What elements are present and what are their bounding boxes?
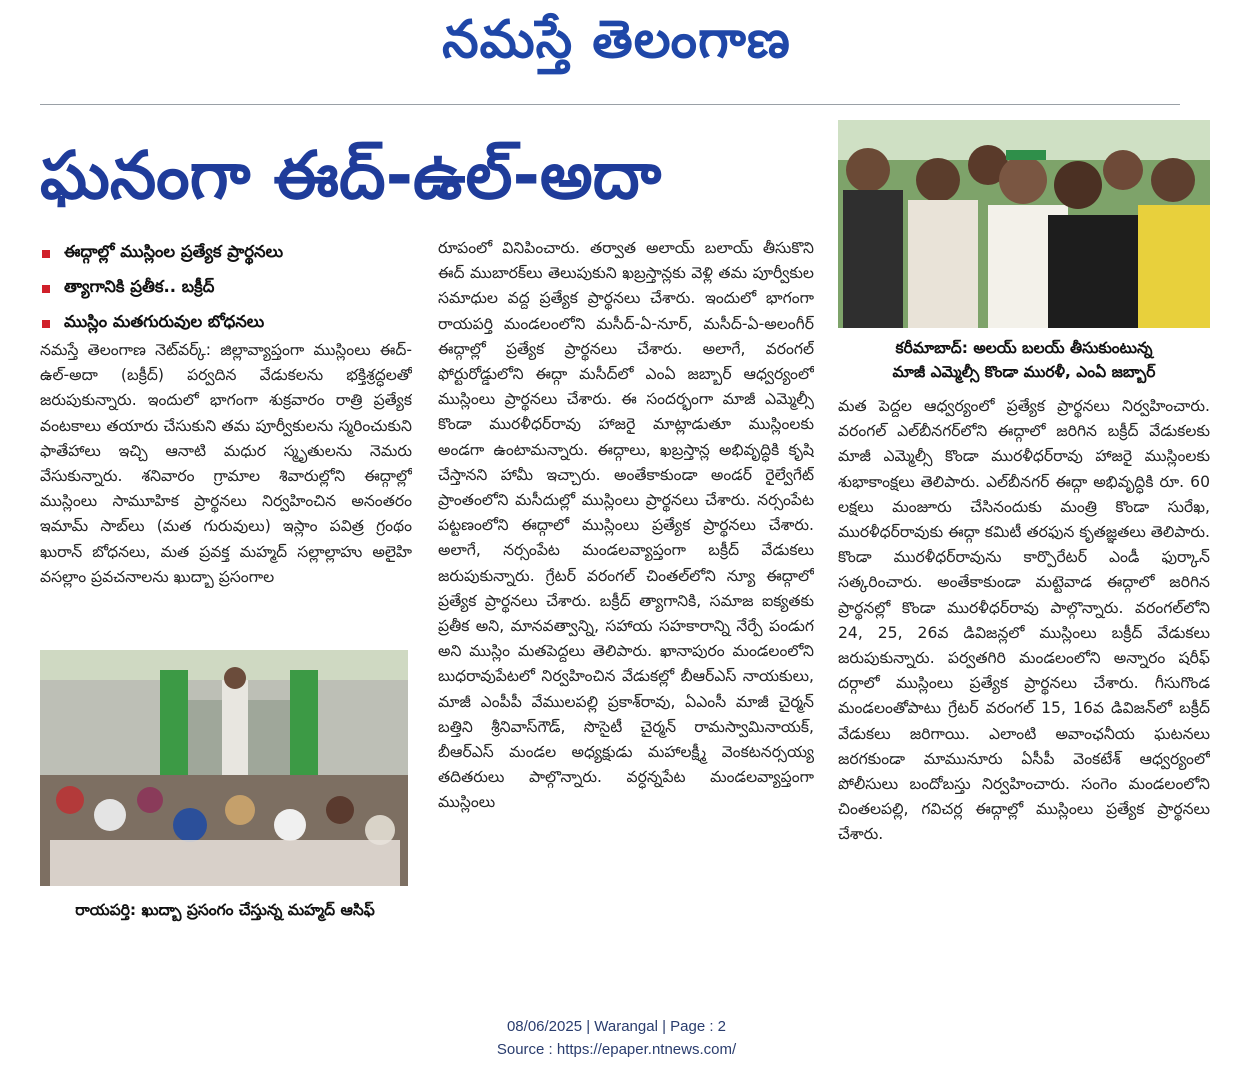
- bullet-square-icon: [42, 320, 50, 328]
- photo-alai-balai: [838, 120, 1210, 328]
- subheading-item: [40, 271, 430, 306]
- photo-khutba-sermon: [40, 650, 408, 886]
- subheadings: [40, 236, 430, 341]
- subheading-text: ఈద్గాల్లో ముస్లింల ప్రత్యేక ప్రార్థనలు: [64, 242, 284, 261]
- bullet-square-icon: [42, 285, 50, 293]
- subheading-text: ముస్లిం మతగురువుల బోధనలు: [64, 312, 265, 331]
- article-column-3: మత పెద్దల ఆధ్వర్యంలో ప్రత్యేక ప్రార్థనలు నిర్వహించారు. వరంగల్ ఎల్‌బీనగర్‌లోని ఈద్గాలో జరిగిన బక్రీద్ వేడుకలకు మాజీ ఎమ్మెల్సీ కొండా మురళీధర్‌రావు హాజరై ముస్లింలకు శుభాకాంక్షలు తెలిపారు. ఎల్‌బీనగర్ ఈద్గా అభివృద్ధికి రూ. 60 లక్షలు మంజూరు చేసినందుకు మంత్రి కొండా సురేఖ, మురళీధర్‌రావుకు ఈద్గా కమిటీ తరఫున కృతజ్ఞతలు తెలిపారు. కొండా మురళీధర్‌రావును కార్పొరేటర్ ఎండీ ఫుర్కాన్ సత్కరించారు. అంతేకాకుండా మట్టెవాడ ఈద్గాలో జరిగిన ప్రార్థనల్లో కొండా మురళీధర్‌రావు పాల్గొన్నారు. వరంగల్‌లోని 24, 25, 26వ డివిజన్లలో ముస్లింలు బక్రీద్ వేడుకలు జరుపుకున్నారు. పర్వతగిరి మండలంలోని అన్నారం షరీఫ్ దర్గాలో ముస్లింలు ప్రత్యేక ప్రార్థనలు చేశారు. గీసుగొండ మండలంతోపాటు గ్రేటర్ వరంగల్ 15, 16వ డివిజన్‌లో బక్రీద్ వేడుకలు జరిగాయి. ఎలాంటి అవాంఛనీయ ఘటనలు జరగకుండా మామునూరు ఏసీపీ వెంకటేశ్ ఆధ్వర్యంలో పోలీసులు బందోబస్తు నిర్వహించారు. సంగెం మండలంలోని చింతలపల్లి, గవిచర్ల ఈద్గాల్లో ముస్లింలు ప్రత్యేక ప్రార్థనలు చేశారు.: [838, 397, 1210, 844]
- caption-line-2: మాజీ ఎమ్మెల్సీ కొండా మురళీ, ఎంఏ జబ్బార్: [892, 363, 1156, 381]
- photo-caption-2: [838, 336, 1210, 384]
- footer: [0, 1015, 1233, 1061]
- caption-line-1: కరీమాబాద్: అలయ్ బలయ్ తీసుకుంటున్న: [895, 339, 1153, 357]
- footer-source-link[interactable]: Source : https://epaper.ntnews.com/: [496, 1041, 737, 1058]
- article-column-2: రూపంలో వినిపించారు. తర్వాత అలాయ్ బలాయ్ తీసుకొని ఈద్ ముబారక్‌లు తెలుపుకుని ఖబ్రస్తాన్లకు వెళ్లి తమ పూర్వీకుల సమాధుల వద్ద ప్రత్యేక ప్రార్థనలు చేశారు. ఇందులో భాగంగా రాయపర్తి మండలంలోని మసీద్-ఏ-నూర్, మసీద్-ఏ-అలంగీర్ ఈద్గాల్లో ప్రత్యేక ప్రార్థనలు చేశారు. అలాగే, వరంగల్ ఫోర్టురోడ్డులోని ఈద్గా మసీద్‌లో ఎంఏ జబ్బార్ ఆధ్వర్యంలో ముస్లింలు ప్రార్థనలు చేశారు. ఈ సందర్భంగా మాజీ ఎమ్మెల్సీ కొండా మురళీధర్‌రావు హాజరై మాట్లాడుతూ ముస్లింలకు అండగా ఉంటామన్నారు. ఈద్గాలు, ఖబ్రస్తాన్ల అభివృద్ధికి కృషి చేస్తానని హామీ ఇచ్చారు. అంతేకాకుండా అండర్ రైల్వేగేట్ ప్రాంతంలోని మసీదుల్లో ముస్లింలు ప్రార్థనలు చేశారు. నర్సంపేట పట్టణంలోని ఈద్గాలో ముస్లింలు ప్రత్యేక ప్రార్థనలు చేశారు. అలాగే, నర్సంపేట మండలవ్యాప్తంగా బక్రీద్ వేడుకలు జరుపుకున్నారు. గ్రేటర్ వరంగల్ చింతల్‌లోని న్యూ ఈద్గాలో ప్రత్యేక ప్రార్థనలు చేశారు. బక్రీద్ త్యాగానికి, సమాజ ఐక్యతకు ప్రతీక అని, మానవత్వాన్ని, సహాయ సహకారాన్ని నేర్పే పండుగ అని ముస్లిం మతపెద్దలు తెలిపారు. ఖానాపురం మండలంలోని బుధరావుపేటలో నిర్వహించిన వేడుకల్లో బీఆర్‌ఎస్ నాయకులు, మాజీ ఎంపీపీ వేములపల్లి ప్రకాశ్‌రావు, ఏఎంసీ మాజీ చైర్మన్ బత్తిని శ్రీనివాస్‌గౌడ్, సొసైటీ చైర్మన్ రామస్వామినాయక్, బీఆర్‌ఎస్ మండల అధ్యక్షుడు మహాలక్ష్మీ వెంకటనర్సయ్య తదితరులు పాల్గొన్నారు. వర్ధన్నపేట మండలవ్యాప్తంగా ముస్లింలు: [438, 239, 814, 812]
- masthead: [0, 0, 1233, 80]
- bullet-square-icon: [42, 250, 50, 258]
- headline: ఘనంగా ఈద్-ఉల్-అదా: [40, 137, 662, 214]
- subheading-text: త్యాగానికి ప్రతీక.. బక్రీద్: [64, 277, 215, 296]
- masthead-divider: [40, 104, 1180, 105]
- newspaper-title: నమస్తే తెలంగాణ: [442, 10, 791, 70]
- photo-khutba-illustration: [40, 650, 408, 886]
- photo-crowd-illustration: [838, 120, 1210, 328]
- subheading-item: [40, 306, 430, 341]
- footer-edition-info: 08/06/2025 | Warangal | Page : 2: [506, 1018, 727, 1035]
- photo-caption-1: రాయపర్తి: ఖుద్బా ప్రసంగం చేస్తున్న మహ్మద్ ఆసిఫ్: [75, 901, 375, 919]
- subheading-item: [40, 236, 430, 271]
- article-column-1: నమస్తే తెలంగాణ నెట్‌వర్క్: జిల్లావ్యాప్తంగా ముస్లింలు ఈద్-ఉల్-అదా (బక్రీద్) పర్వదిన వేడుకలను భక్తిశ్రద్ధలతో జరుపుకున్నారు. ఇందులో భాగంగా శుక్రవారం రాత్రి ప్రత్యేక వంటకాలు తయారు చేసుకుని తమ పూర్వీకులను స్మరించుకుని ఫాతేహాలు ఇచ్చి ఆనాటి మధుర స్మృతులను నెమరు వేసుకున్నారు. శనివారం గ్రామాల శివారుల్లోని ఈద్గాల్లో ముస్లింలు సామూహిక ప్రార్థనలు నిర్వహించిన అనంతరం ఇమామ్ సాబ్‌లు (మత గురువులు) ఇస్లాం పవిత్ర గ్రంథం ఖురాన్ బోధనలు, మత ప్రవక్త మహ్మద్ సల్లాల్లాహు అలైహి వసల్లాం ప్రవచనాలను ఖుద్బా ప్రసంగాల: [40, 341, 412, 586]
